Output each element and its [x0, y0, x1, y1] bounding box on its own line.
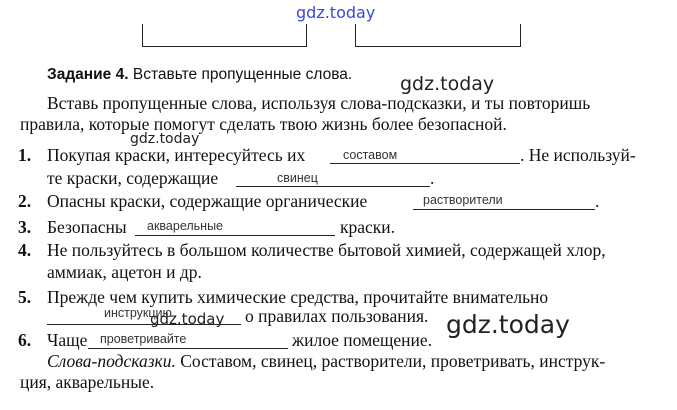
watermark: gdz.today — [150, 310, 225, 328]
watermark: gdz.today — [446, 310, 570, 339]
answer-2: растворители — [423, 193, 503, 207]
item-number-5: 5. — [18, 287, 32, 307]
item-5-text-b: о правилах пользования. — [245, 306, 429, 326]
task-title — [47, 66, 352, 84]
answer-bracket-left — [142, 24, 307, 47]
item-number-4: 4. — [18, 240, 32, 260]
answer-1a: составом — [343, 148, 398, 162]
item-1-text-a: Покупая краски, интересуйтесь их — [47, 145, 306, 165]
item-number-3: 3. — [18, 217, 32, 237]
item-6-text-b: жилое помещение. — [292, 330, 433, 350]
answer-1b: свинец — [277, 171, 318, 185]
item-number-2: 2. — [18, 191, 32, 211]
item-1-text-d: . — [430, 168, 435, 188]
hints-words-1: Составом, свинец, растворители, проветривать, инструк- — [175, 351, 606, 371]
answer-blank-1b[interactable] — [236, 168, 430, 187]
intro-line-2: правила, которые помогут сделать твою жизнь более безопасной. — [20, 114, 507, 134]
hints-line-2: ция, акварельные. — [20, 372, 155, 392]
item-number-6: 6. — [18, 330, 32, 350]
answer-3: акварельные — [147, 219, 224, 233]
item-1-text-c: те краски, содержащие — [47, 168, 219, 188]
hints-line-1 — [47, 351, 605, 371]
item-2-text-b: . — [595, 191, 600, 211]
item-3-text-b: краски. — [340, 217, 396, 237]
answer-5: инструкцию — [104, 306, 172, 320]
answer-6: проветривайте — [100, 332, 187, 346]
item-number-1: 1. — [18, 145, 32, 165]
task-instruction: Вставьте пропущенные слова. — [128, 66, 353, 83]
item-6-text-a: Чаще — [47, 330, 88, 350]
hints-label: Слова-подсказки. — [47, 351, 176, 371]
item-4-text-b: аммиак, ацетон и др. — [47, 262, 202, 282]
item-1-text-b: . Не используй- — [520, 145, 636, 165]
item-5-text-a: Прежде чем купить химические средства, прочитайте внимательно — [47, 287, 549, 307]
watermark: gdz.today — [130, 131, 200, 147]
watermark-top: gdz.today — [296, 3, 376, 22]
item-4-text-a: Не пользуйтесь в большом количестве бытовой химией, содержащей хлор, — [47, 240, 606, 260]
watermark: gdz.today — [400, 73, 495, 95]
item-2-text-a: Опасны краски, содержащие органические — [47, 191, 368, 211]
task-number: Задание 4. — [47, 66, 129, 83]
intro-line-1: Вставь пропущенные слова, используя слова-подсказки, и ты повторишь — [47, 93, 591, 113]
item-3-text-a: Безопасны — [47, 217, 127, 237]
answer-bracket-right — [355, 24, 521, 47]
